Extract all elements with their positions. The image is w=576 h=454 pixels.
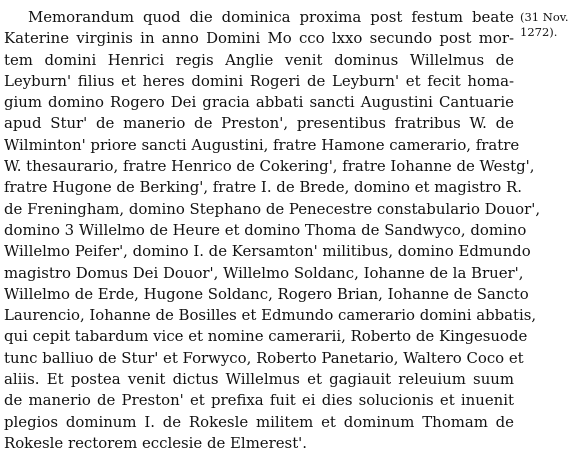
paragraph-line: de manerio de Preston' et prefixa fuit ei dies solucionis et inuenit	[4, 391, 514, 410]
paragraph-line: de Freningham, domino Stephano de Penecestre constabulario Douor',	[4, 199, 541, 218]
paragraph-line: Willelmo de Erde, Hugone Soldanc, Rogero Brian, Iohanne de Sancto	[4, 284, 529, 303]
paragraph-line: apud Stur' de manerio de Preston', presentibus fratribus W. de	[4, 114, 514, 133]
paragraph-line: Katerine virginis in anno Domini Mo cco lxxo secundo post mor-	[4, 29, 514, 48]
paragraph-line: domino 3 Willelmo de Heure et domino Thoma de Sandwyco, domino	[4, 220, 527, 239]
margin-date-note	[520, 10, 576, 39]
paragraph-line: Rokesle rectorem ecclesie de Elmerest'.	[4, 433, 308, 452]
paragraph-line: gium domino Rogero Dei gracia abbati sancti Augustini Cantuarie	[4, 93, 514, 112]
paragraph-line: Leyburn' filius et heres domini Rogeri de Leyburn' et fecit homa-	[4, 71, 514, 90]
paragraph-line: aliis. Et postea venit dictus Willelmus et gagiauit releuium suum	[4, 370, 514, 389]
paragraph-line: Willelmo Peifer', domino I. de Kersamton' militibus, domino Edmundo	[4, 242, 531, 261]
paragraph-line: qui cepit tabardum vice et nomine camerarii, Roberto de Kingesuode	[4, 327, 528, 346]
margin-note-line: (31 Nov.	[520, 10, 569, 24]
paragraph-line: tunc balliuo de Stur' et Forwyco, Roberto Panetario, Waltero Coco et	[4, 348, 524, 367]
paragraph-line: plegios dominum I. de Rokesle militem et dominum Thomam de	[4, 412, 514, 431]
margin-note-line: 1272).	[520, 24, 558, 39]
paragraph-line: Wilminton' priore sancti Augustini, fratre Hamone camerario, fratre	[4, 135, 520, 154]
paragraph-line: magistro Domus Dei Douor', Willelmo Soldanc, Iohanne de la Bruer',	[4, 263, 524, 282]
paragraph-line: Memorandum quod die dominica proxima post festum beate	[28, 8, 514, 26]
paragraph-line: W. thesaurario, fratre Henrico de Cokering', fratre Iohanne de Westg',	[4, 157, 535, 176]
paragraph-line: fratre Hugone de Berking', fratre I. de Brede, domino et magistro R.	[4, 178, 522, 197]
paragraph-line: Laurencio, Iohanne de Bosilles et Edmundo camerario domini abbatis,	[4, 306, 537, 325]
paragraph-line: tem domini Henrici regis Anglie venit dominus Willelmus de	[4, 50, 514, 69]
